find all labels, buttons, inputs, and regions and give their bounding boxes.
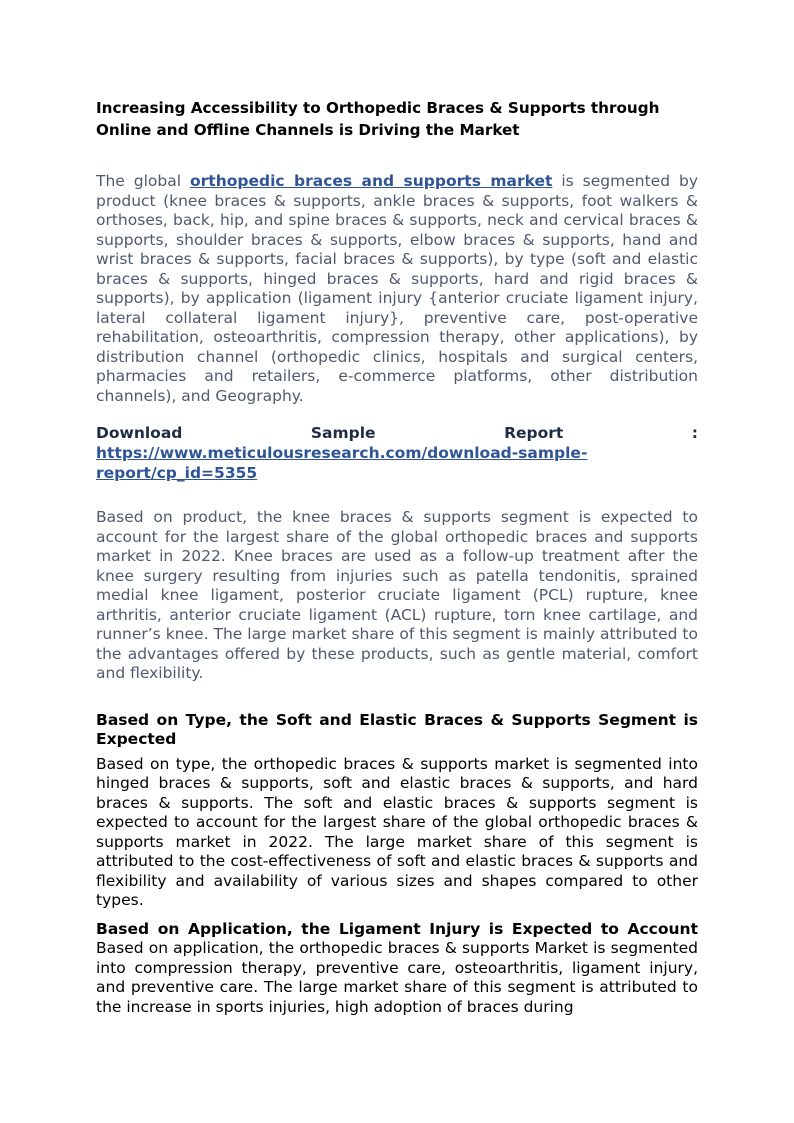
application-section-heading: Based on Application, the Ligament Injury is Expected to Account [96, 919, 698, 938]
document-page [96, 97, 698, 1017]
document-title: Increasing Accessibility to Orthopedic Braces & Supports through Online and Offline Channels is Driving the Market [96, 99, 660, 139]
intro-prefix: The global [96, 172, 190, 190]
application-section-body: Based on application, the orthopedic braces & supports Market is segmented into compression therapy, preventive care, osteoarthritis, ligament injury, and preventive care. The large market share of this segment is attributed to the increase in sports injuries, high adoption of braces during [96, 939, 698, 1016]
download-link-line2: report/cp_id=5355 [96, 464, 258, 482]
download-link-line1: https://www.meticulousresearch.com/download-sample- [96, 444, 588, 462]
type-section-heading: Based on Type, the Soft and Elastic Braces & Supports Segment is Expected [96, 710, 698, 748]
type-section-body: Based on type, the orthopedic braces & supports market is segmented into hinged braces & supports, soft and elastic braces & supports, and hard braces & supports. The soft and elastic braces & supports segment is expected to account for the largest share of the global orthopedic braces & supports market in 2022. The large market share of this segment is attributed to the cost-effectiveness of soft and elastic braces & supports and flexibility and availability of various sizes and shapes compared to other types. [96, 754, 698, 909]
download-sample-block [96, 423, 698, 483]
download-word: Download [96, 424, 183, 442]
product-paragraph: Based on product, the knee braces & supports segment is expected to account for the largest share of the global orthopedic braces and supports market in 2022. Knee braces are used as a follow-up treatment after the knee surgery resulting from injuries such as patella tendonitis, sprained medial knee ligament, posterior cruciate ligament (PCL) rupture, knee arthritis, anterior cruciate ligament (ACL) rupture, torn knee cartilage, and runner’s knee. The large market share of this segment is mainly attributed to the advantages offered by these products, such as gentle material, comfort and flexibility. [96, 508, 698, 682]
download-label-row [96, 423, 698, 443]
intro-paragraph [96, 172, 698, 406]
intro-suffix: is segmented by product (knee braces & supports, ankle braces & supports, foot walkers & orthoses, back, hip, and spine braces & supports, neck and cervical braces & supports, shoulder braces & supports, elbow braces & supports, hand and wrist braces & supports, facial braces & supports), by type (soft and elastic braces & supports, hinged braces & supports, hard and rigid braces & supports), by application (ligament injury {anterior cruciate ligament injury, lateral collateral ligament injury}, preventive care, post-operative rehabilitation, osteoarthritis, compression therapy, other applications), by distribution channel (orthopedic clinics, hospitals and surgical centers, pharmacies and retailers, e-commerce platforms, other distribution channels), and Geography. [96, 172, 698, 405]
download-colon: : [691, 424, 698, 442]
market-link[interactable]: orthopedic braces and supports market [190, 172, 553, 190]
download-sample-link[interactable] [96, 443, 596, 483]
sample-word: Sample [310, 424, 376, 442]
report-word: Report [504, 424, 564, 442]
